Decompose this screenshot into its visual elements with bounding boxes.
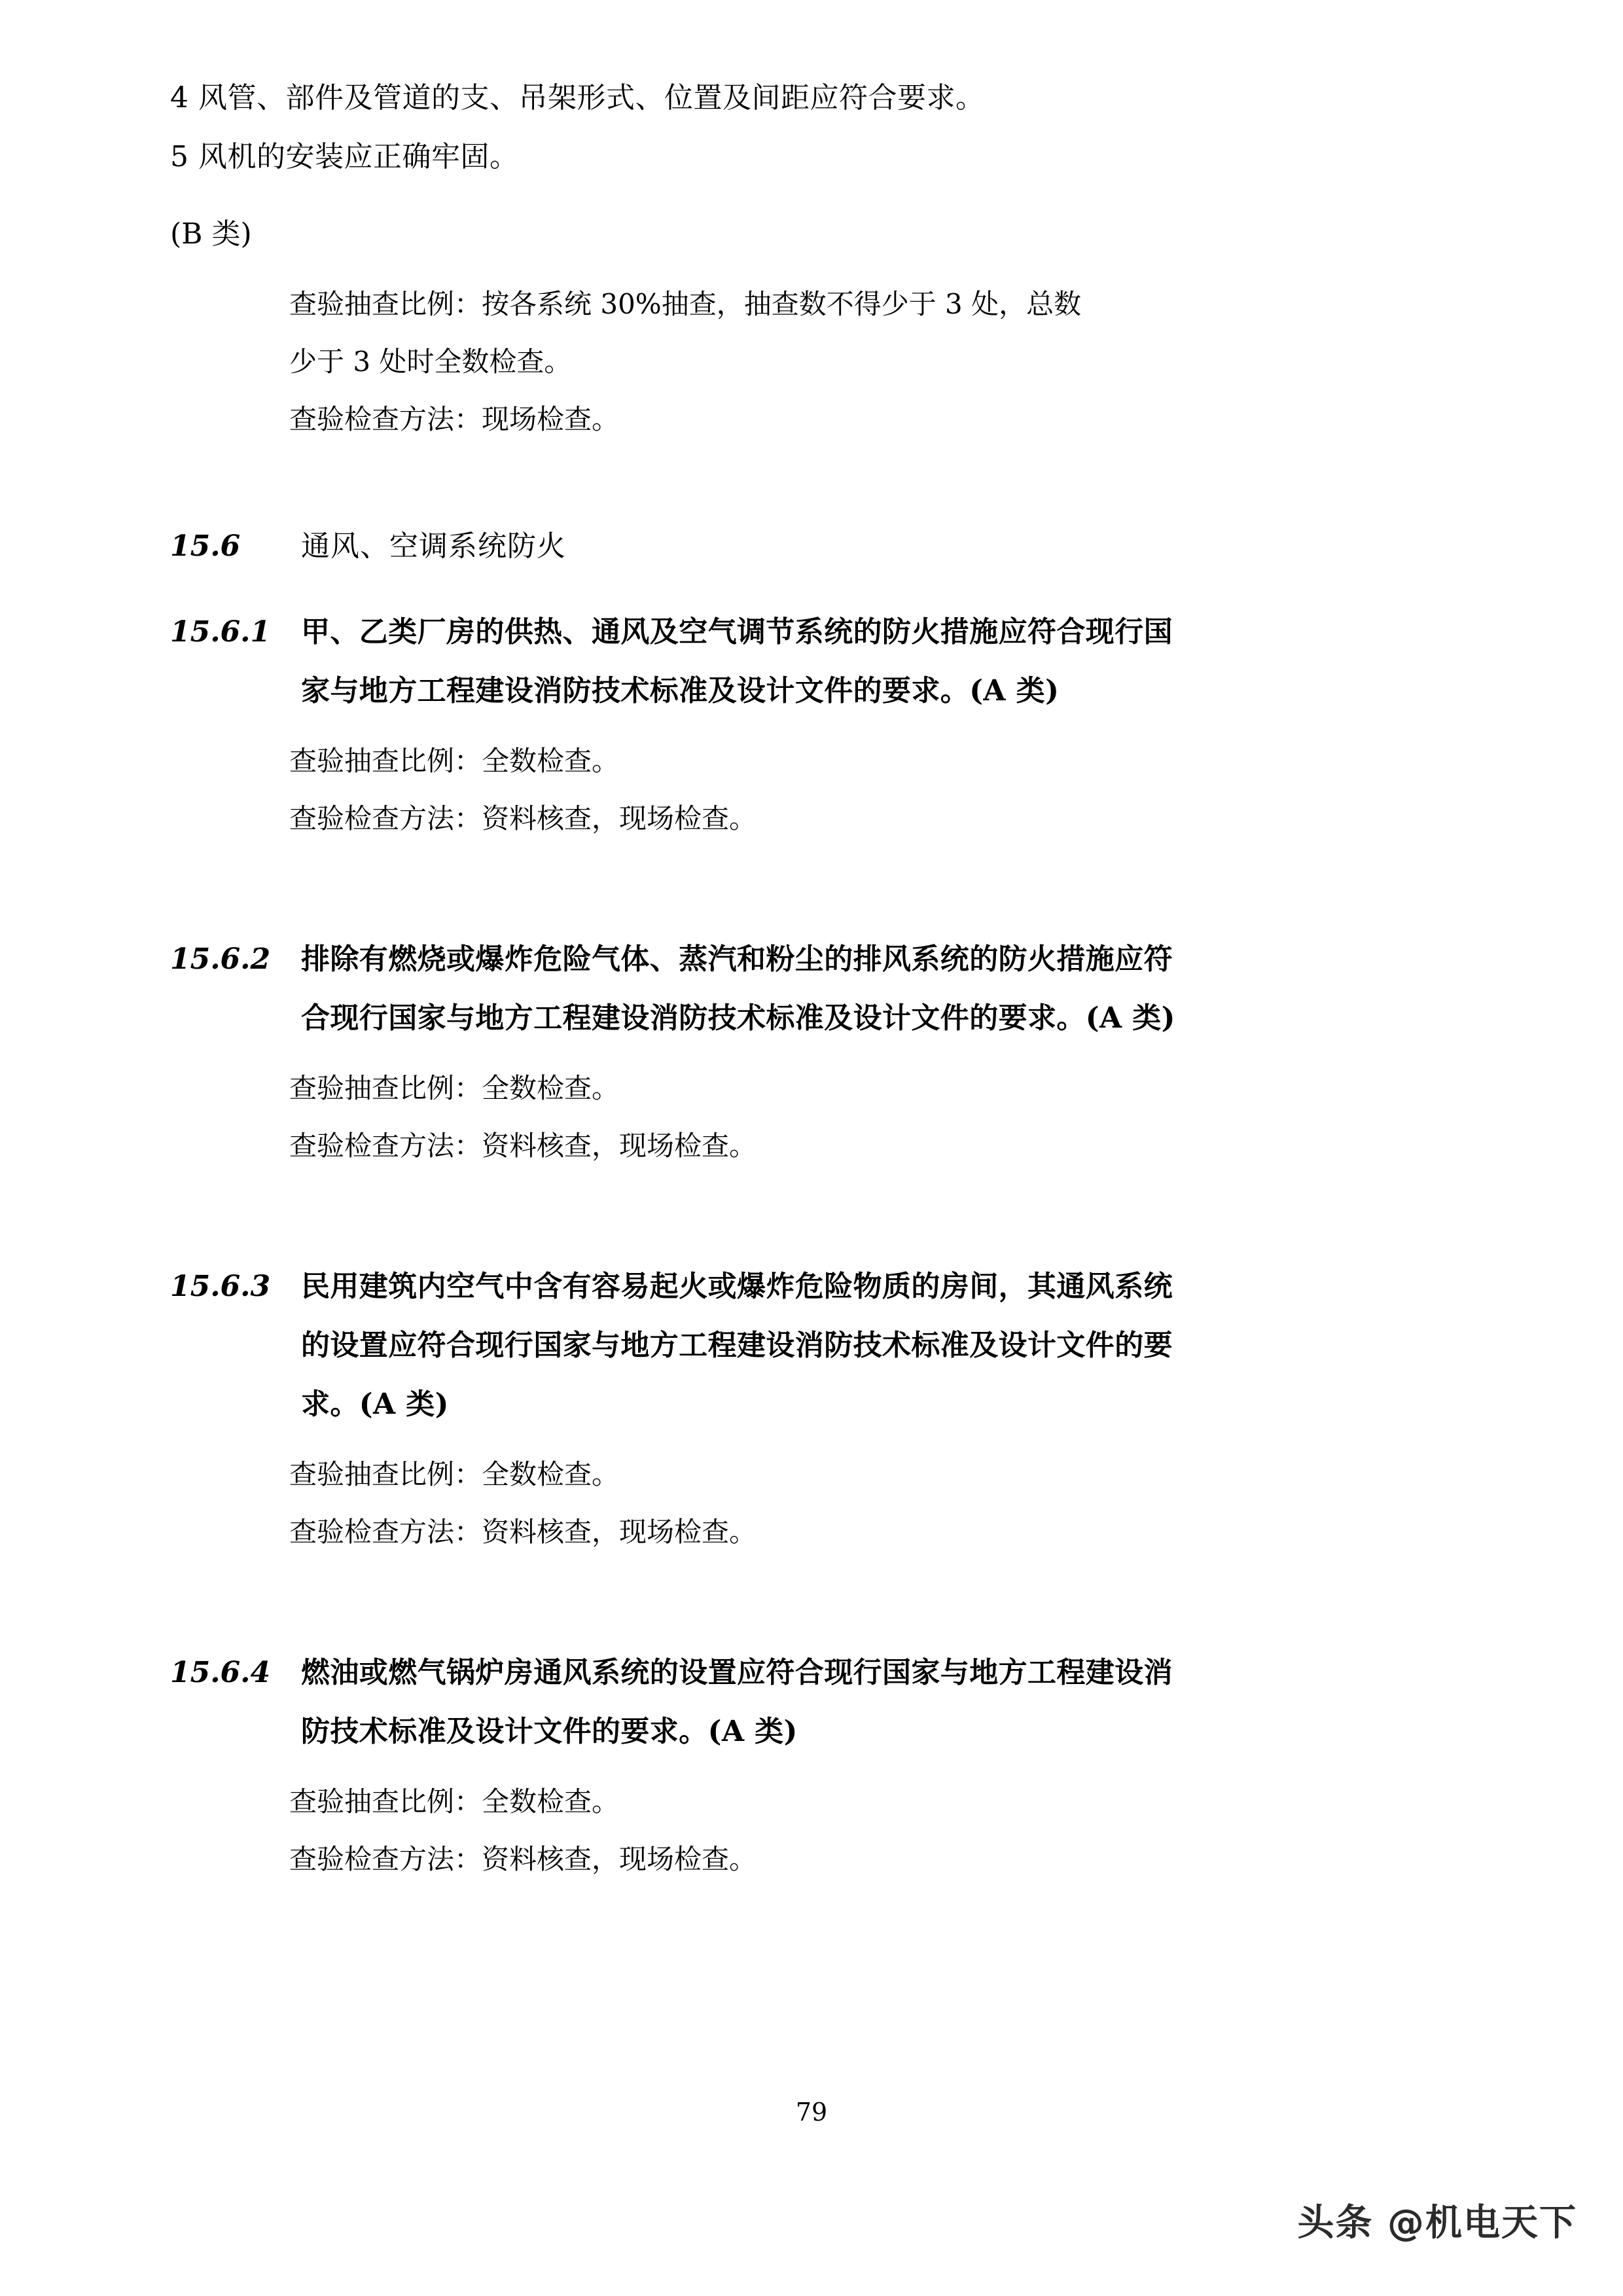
inspection-note-group-top (170, 276, 1453, 448)
inspection-ratio-line-2: 少于 3 处时全数检查。 (289, 346, 572, 378)
clause-text-line: 家与地方工程建设消防技术标准及设计文件的要求。(A 类) (301, 674, 1060, 708)
clause-number: 15.6.3 (170, 1270, 271, 1303)
inspection-ratio-line: 查验抽查比例：全数检查。 (289, 745, 620, 777)
clause-text-line: 求。(A 类) (301, 1388, 449, 1421)
page-number: 79 (795, 2098, 828, 2126)
inspection-note-group-15-6-2 (170, 1060, 1453, 1175)
clause-15-6-4 (170, 1643, 1453, 1761)
clause-body (301, 930, 1453, 1048)
inspection-note-group-15-6-3 (170, 1446, 1453, 1561)
clause-text-line: 的设置应符合现行国家与地方工程建设消防技术标准及设计文件的要 (301, 1329, 1173, 1362)
section-heading (170, 516, 1453, 577)
clause-body (301, 1257, 1453, 1434)
clause-text-line: 甲、乙类厂房的供热、通风及空气调节系统的防火措施应符合现行国 (301, 615, 1173, 649)
section-number: 15.6 (170, 529, 241, 563)
inspection-method-line: 查验检查方法：资料核查，现场检查。 (289, 1516, 757, 1548)
clause-text-line: 排除有燃烧或爆炸危险气体、蒸汽和粉尘的排风系统的防火措施应符 (301, 942, 1173, 976)
clause-body (301, 1643, 1453, 1761)
list-item-4: 4 风管、部件及管道的支、吊架形式、位置及间距应符合要求。 (170, 81, 985, 115)
category-label-b: (B 类) (170, 217, 252, 251)
clause-body (301, 603, 1453, 721)
inspection-method-line: 查验检查方法：资料核查，现场检查。 (289, 1130, 757, 1162)
inspection-method-line: 查验检查方法：资料核查，现场检查。 (289, 802, 757, 834)
inspection-ratio-line: 查验抽查比例：全数检查。 (289, 1785, 620, 1818)
inspection-ratio-line: 查验抽查比例：全数检查。 (289, 1458, 620, 1490)
inspection-ratio-line: 查验抽查比例：全数检查。 (289, 1072, 620, 1104)
inspection-ratio-line-1: 查验抽查比例：按各系统 30%抽查，抽查数不得少于 3 处，总数 (289, 288, 1082, 320)
block-spacer (170, 848, 1453, 904)
clause-text-line: 燃油或燃气锅炉房通风系统的设置应符合现行国家与地方工程建设消 (301, 1656, 1173, 1689)
inspection-method-line: 查验检查方法：资料核查，现场检查。 (289, 1843, 757, 1875)
clause-number: 15.6.1 (170, 615, 271, 649)
watermark: 头条 @机电天下 (1297, 2202, 1577, 2244)
clause-15-6-3 (170, 1257, 1453, 1434)
block-spacer (170, 1561, 1453, 1617)
clause-15-6-1 (170, 603, 1453, 721)
block-spacer (170, 1175, 1453, 1231)
page-content (170, 0, 1453, 1888)
list-item-5: 5 风机的安装应正确牢固。 (170, 140, 519, 173)
inspection-note-group-15-6-4 (170, 1773, 1453, 1888)
clause-text-line: 民用建筑内空气中含有容易起火或爆炸危险物质的房间，其通风系统 (301, 1270, 1173, 1303)
section-title: 通风、空调系统防火 (301, 529, 566, 563)
inspection-method-line: 查验检查方法：现场检查。 (289, 403, 620, 435)
clause-number: 15.6.4 (170, 1656, 271, 1689)
clause-number: 15.6.2 (170, 942, 271, 976)
inspection-note-group-15-6-1 (170, 732, 1453, 848)
clause-text-line: 合现行国家与地方工程建设消防技术标准及设计文件的要求。(A 类) (301, 1001, 1175, 1035)
clause-15-6-2 (170, 930, 1453, 1048)
clause-text-line: 防技术标准及设计文件的要求。(A 类) (301, 1715, 798, 1748)
